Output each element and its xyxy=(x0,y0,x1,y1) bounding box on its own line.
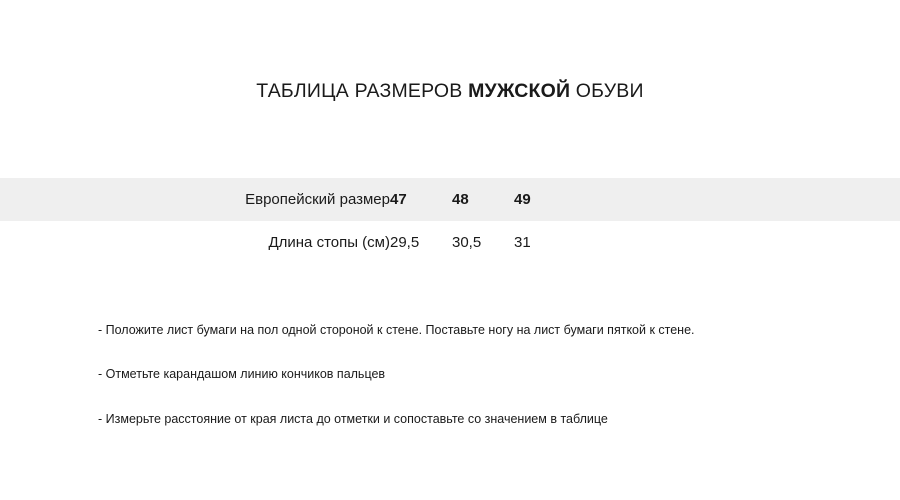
cell-value: 30,5 xyxy=(452,234,482,251)
page-title-suffix: ОБУВИ xyxy=(570,80,644,102)
row-label: Длина стопы (см) xyxy=(268,234,390,251)
table-row-european-size xyxy=(0,178,900,221)
cell-value: 47 xyxy=(390,191,407,208)
cell-value: 49 xyxy=(514,191,531,208)
page-title-emphasis: МУЖСКОЙ xyxy=(468,80,571,102)
cell-value: 29,5 xyxy=(390,234,420,251)
cell-value: 31 xyxy=(514,234,531,251)
table-spacer xyxy=(576,221,900,264)
table-row-foot-length xyxy=(0,221,900,264)
size-table xyxy=(0,178,900,264)
row-label: Европейский размер xyxy=(245,191,390,208)
page-title xyxy=(0,80,900,103)
instruction-item: - Отметьте карандашом линию кончиков пальцев xyxy=(98,367,386,382)
page-title-prefix: ТАБЛИЦА РАЗМЕРОВ xyxy=(256,80,469,102)
instruction-item: - Измерьте расстояние от края листа до отметки и сопоставьте со значением в таблице xyxy=(98,411,608,426)
cell-value: 48 xyxy=(452,191,469,208)
table-spacer xyxy=(576,178,900,221)
instruction-item: - Положите лист бумаги на пол одной стороной к стене. Поставьте ногу на лист бумаги пяткой к стене. xyxy=(98,323,695,337)
instructions-list xyxy=(98,322,858,427)
size-table-container xyxy=(0,178,900,264)
